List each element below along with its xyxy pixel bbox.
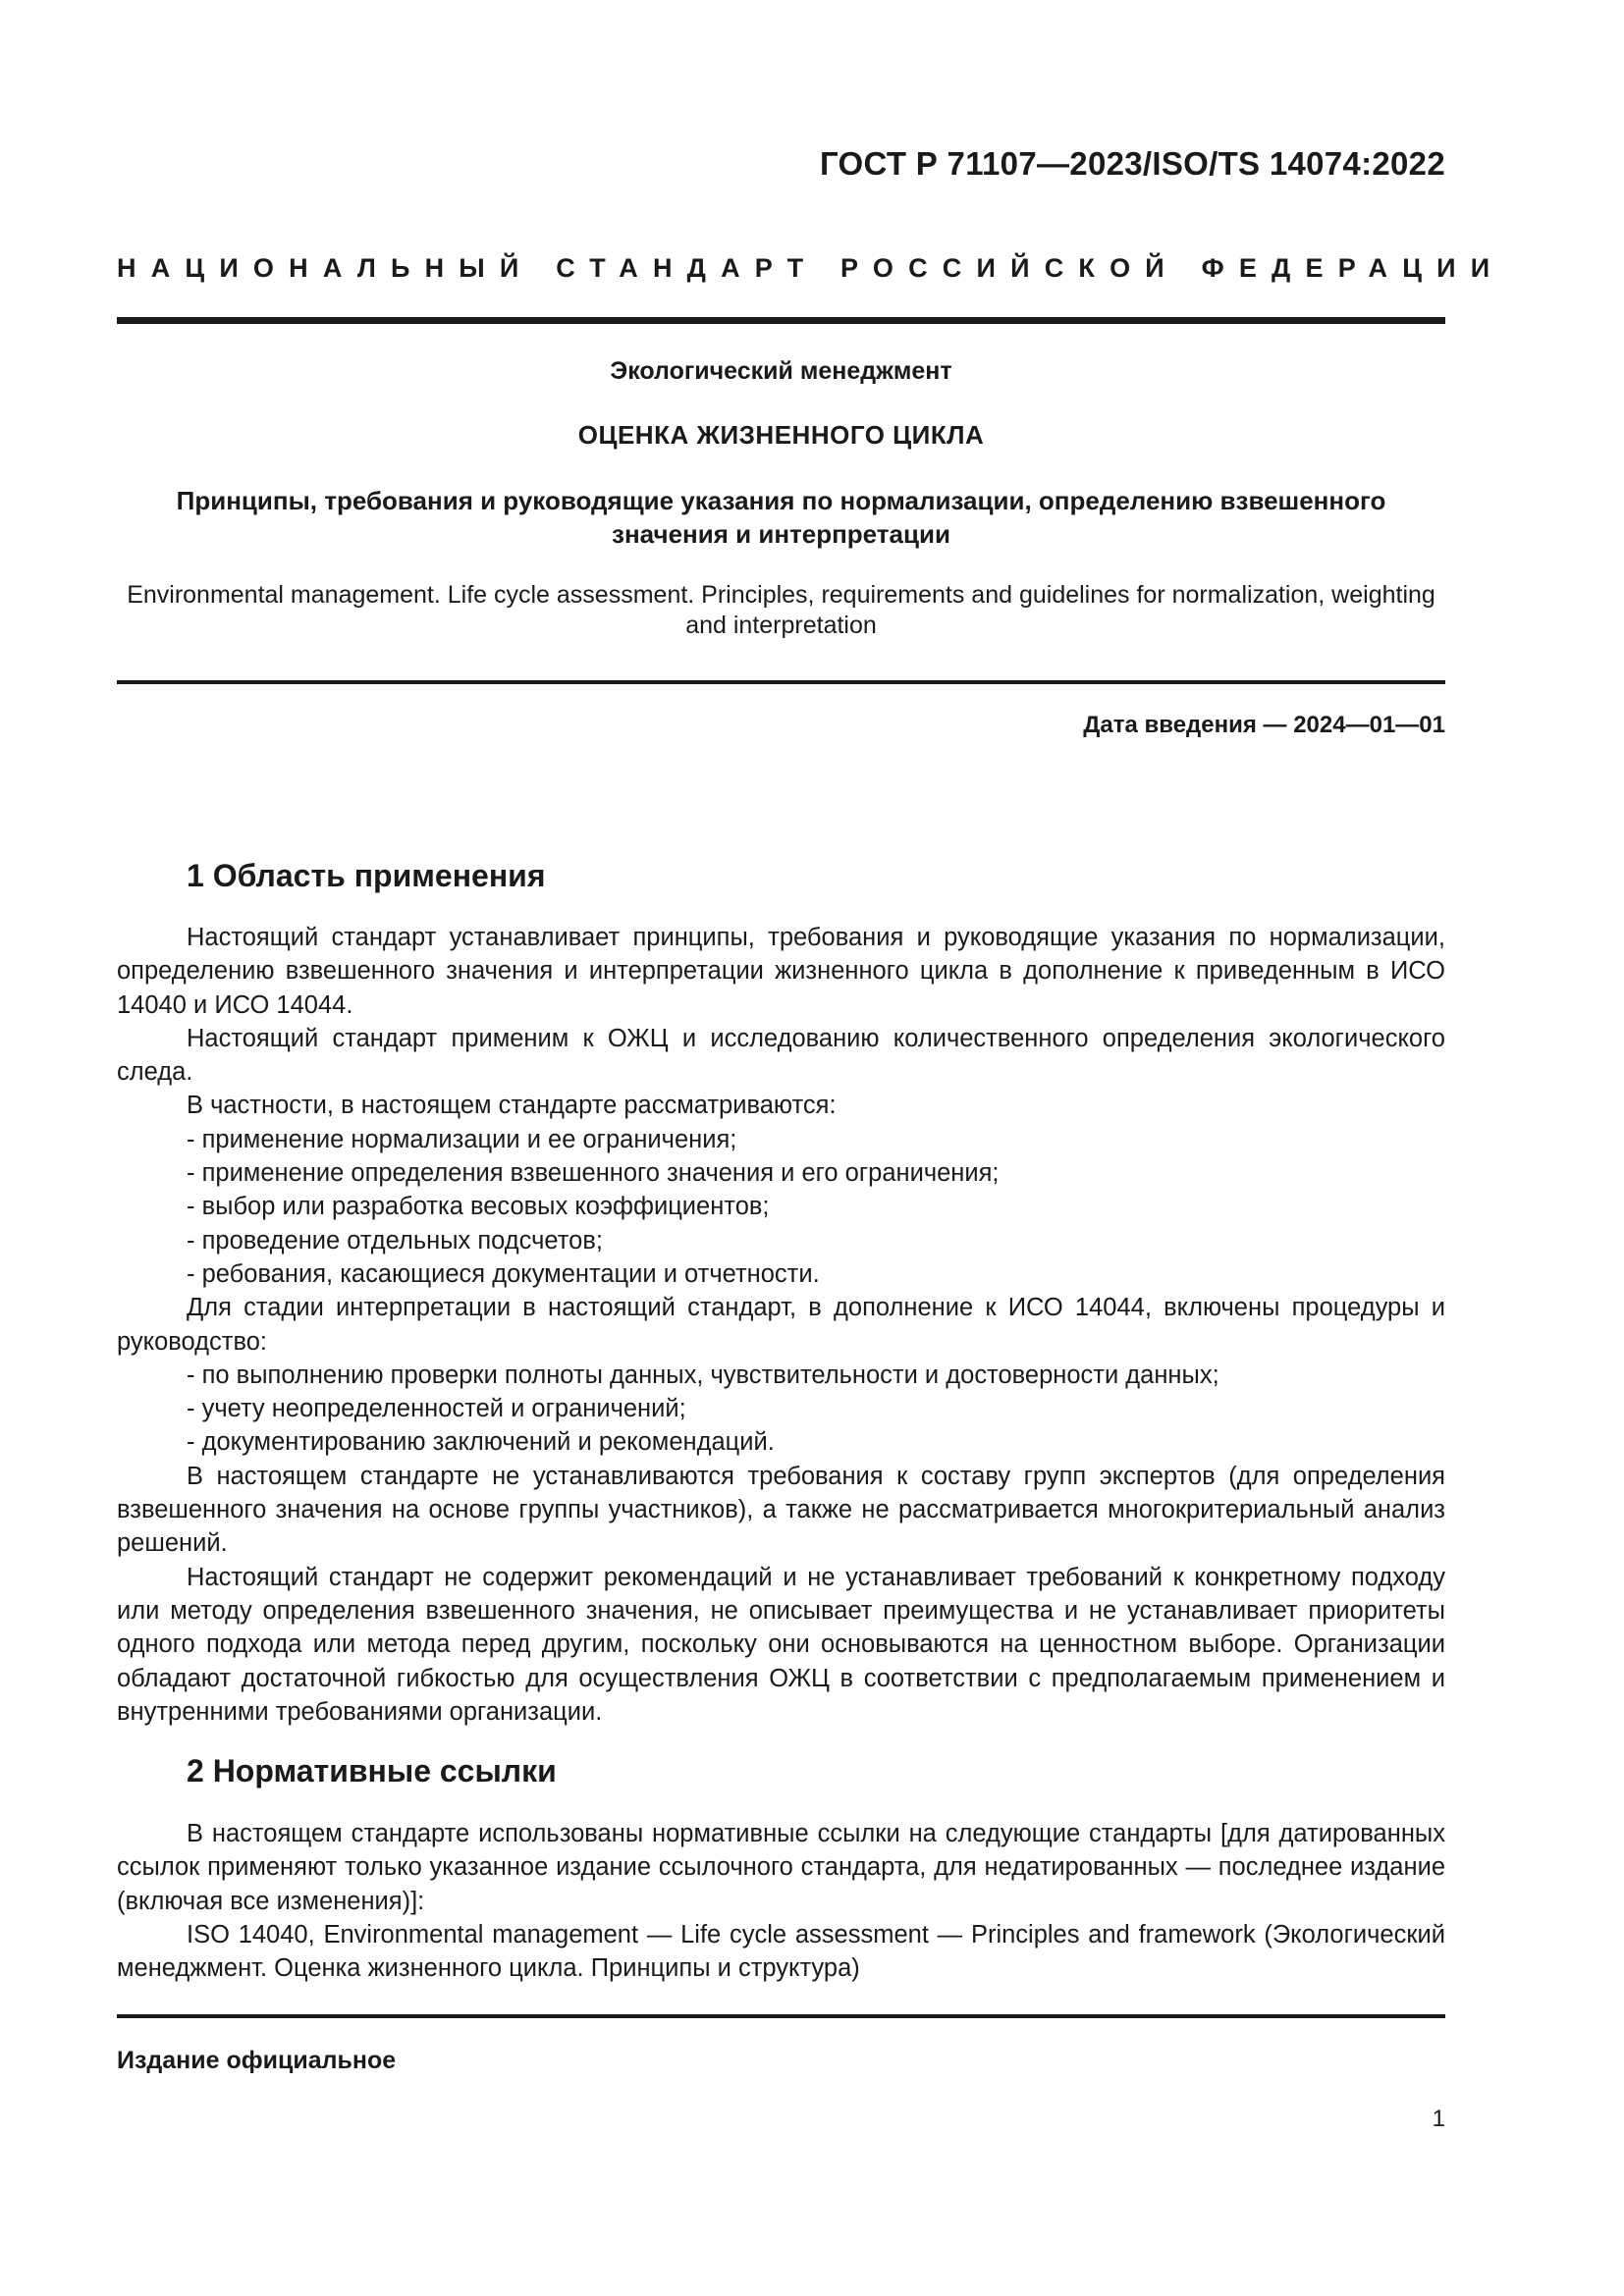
section-2-body: [117, 1817, 1445, 1985]
list-item: - проведение отдельных подсчетов;: [187, 1226, 603, 1255]
edition-label: Издание официальное: [117, 2047, 397, 2074]
subtitle-line-1: Принципы, требования и руководящие указания по нормализации, определению взвешенного: [176, 486, 1386, 515]
page-number: 1: [1432, 2106, 1445, 2132]
list-item: - по выполнению проверки полноты данных, чувствительности и достоверности данных;: [187, 1361, 1219, 1389]
title-english: [117, 580, 1445, 641]
list-item: - применение определения взвешенного значения и его ограничения;: [187, 1159, 1000, 1188]
paragraph: В частности, в настоящем стандарте рассматриваются:: [187, 1092, 837, 1120]
title-subtitle: [117, 484, 1445, 551]
section-1-body: [117, 921, 1445, 1729]
list-item: - учету неопределенностей и ограничений;: [187, 1395, 686, 1423]
paragraph: В настоящем стандарте не устанавливаются требования к составу групп экспертов (для определения взвешенного значения на основе группы участников), а также не рассматривается многокритериальный анализ решений.: [117, 1462, 1445, 1558]
title-group: Экологический менеджмент: [610, 357, 952, 385]
section-2-heading: 2 Нормативные ссылки: [187, 1753, 557, 1789]
list-item: - документированию заключений и рекомендаций.: [187, 1428, 775, 1457]
english-line-1: Environmental management. Life cycle assessment. Principles, requirements and guidelines for normalization, weighting: [127, 581, 1435, 609]
english-line-2: and interpretation: [685, 612, 877, 639]
paragraph: ISO 14040, Environmental management — Life cycle assessment — Principles and framework (Экологический менеджмент. Оценка жизненного цикла. Принципы и структура): [117, 1920, 1445, 1983]
paragraph: В настоящем стандарте использованы нормативные ссылки на следующие стандарты [для датированных ссылок применяют только указанное издание ссылочного стандарта, для недатированных — последнее издание (включая все изменения)]:: [117, 1820, 1445, 1915]
header-divider: [117, 317, 1445, 324]
standard-designation: ГОСТ Р 71107—2023/ISO/TS 14074:2022: [819, 145, 1445, 182]
paragraph: Настоящий стандарт применим к ОЖЦ и исследованию количественного определения экологического следа.: [117, 1024, 1445, 1087]
paragraph: Настоящий стандарт устанавливает принципы, требования и руководящие указания по нормализации, определению взвешенного значения и интерпретации жизненного цикла в дополнение к приведенным в ИСО 14040 и ИСО 14044.: [117, 924, 1445, 1019]
subtitle-line-2: значения и интерпретации: [612, 519, 950, 549]
list-item: - ребования, касающиеся документации и отчетности.: [187, 1259, 820, 1288]
list-item: - выбор или разработка весовых коэффициентов;: [187, 1193, 770, 1221]
paragraph: Настоящий стандарт не содержит рекомендаций и не устанавливает требований к конкретному подходу или методу определения взвешенного значения, не описывает преимущества и не устанавливает приоритеты одного подхода или метода перед другим, поскольку они основываются на ценностном выборе. Организации обладают достаточной гибкостью для осуществления ОЖЦ в соответствии с предполагаемым применением и внутренними требованиями организации.: [117, 1563, 1445, 1726]
introduction-date: Дата введения — 2024—01—01: [1083, 712, 1445, 738]
section-1-heading: 1 Область применения: [187, 858, 546, 893]
title-divider: [117, 680, 1445, 684]
footer-divider: [117, 2014, 1445, 2018]
paragraph: Для стадии интерпретации в настоящий стандарт, в дополнение к ИСО 14044, включены процедуры и руководство:: [117, 1294, 1445, 1356]
national-standard-banner: НАЦИОНАЛЬНЫЙ СТАНДАРТ РОССИЙСКОЙ ФЕДЕРАЦИИ: [117, 253, 1505, 283]
title-main: ОЦЕНКА ЖИЗНЕННОГО ЦИКЛА: [577, 420, 985, 450]
list-item: - применение нормализации и ее ограничения;: [187, 1125, 737, 1153]
